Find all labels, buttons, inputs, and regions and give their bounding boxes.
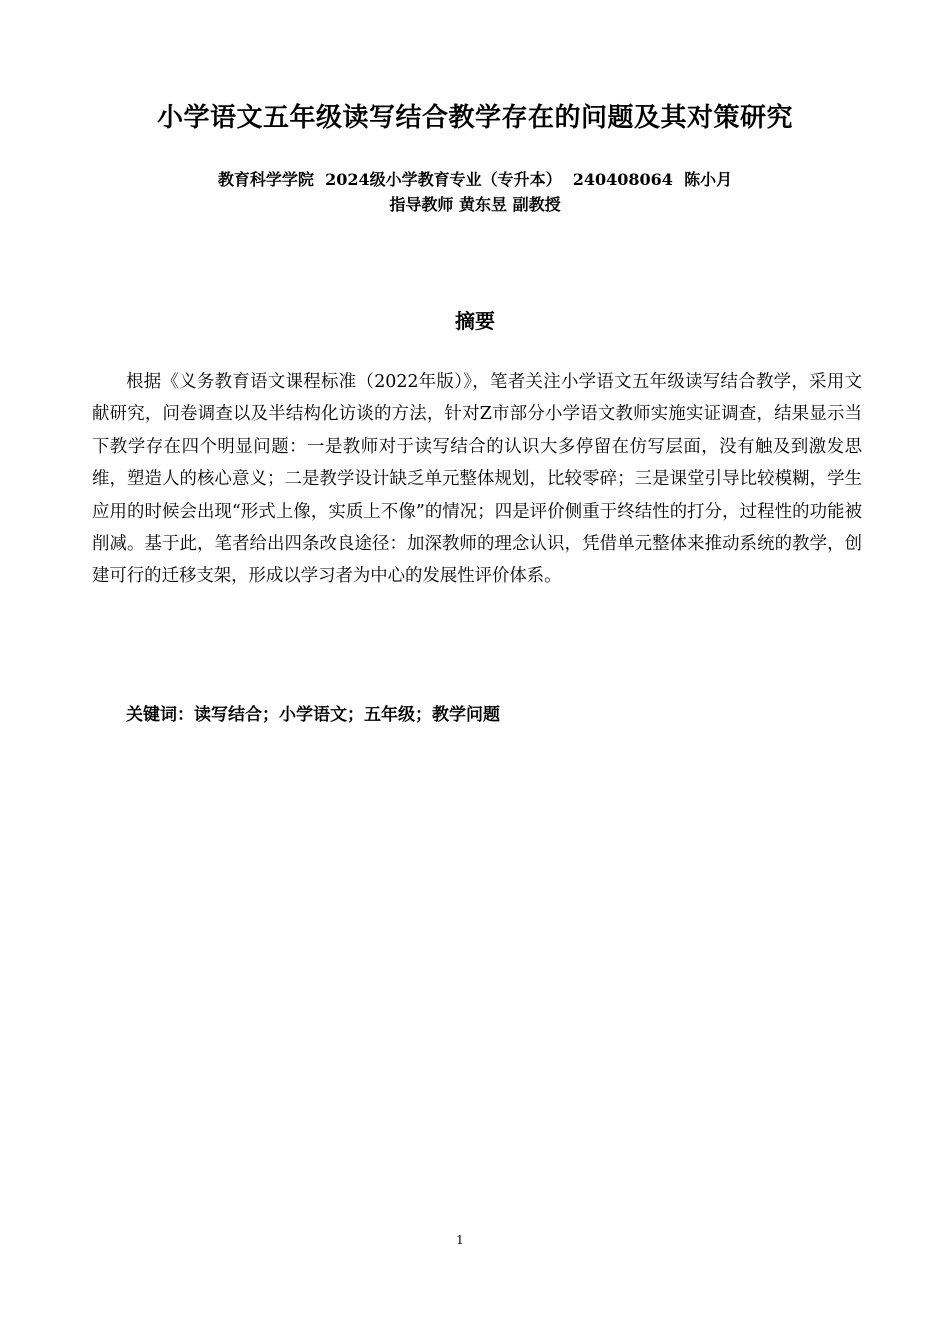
page-number: 1 [456,1233,464,1247]
keywords: 关键词：读写结合；小学语文；五年级；教学问题 [126,705,500,725]
abstract-body: 根据《义务教育语文课程标准（2022年版）》，笔者关注小学语文五年级读写结合教学，采用文献研究，问卷调查以及半结构化访谈的方法，针对Z市部分小学语文教师实施实证调查，结果显示当下教学存在四个明显问题：一是教师对于读写结合的认识大多停留在仿写层面，没有触及到激发思维，塑造人的核心意义；二是教学设计缺乏单元整体规划，比较零碎；三是课堂引导比较模糊，学生应用的时候会出现“形式上像，实质上不像”的情况；四是评价侧重于终结性的打分，过程性的功能被削减。基于此，笔者给出四条改良途径：加深教师的理念认识，凭借单元整体来推动系统的教学，创建可行的迁移支架，形成以学习者为中心的发展性评价体系。 [92,372,862,587]
abstract-heading: 摘要 [455,309,495,333]
author-info: 教育科学学院 2024级小学教育专业（专升本） 240408064 陈小月 [217,170,733,189]
paper-title: 小学语文五年级读写结合教学存在的问题及其对策研究 [156,103,793,133]
advisor-info: 指导教师 黄东昱 副教授 [389,195,561,214]
